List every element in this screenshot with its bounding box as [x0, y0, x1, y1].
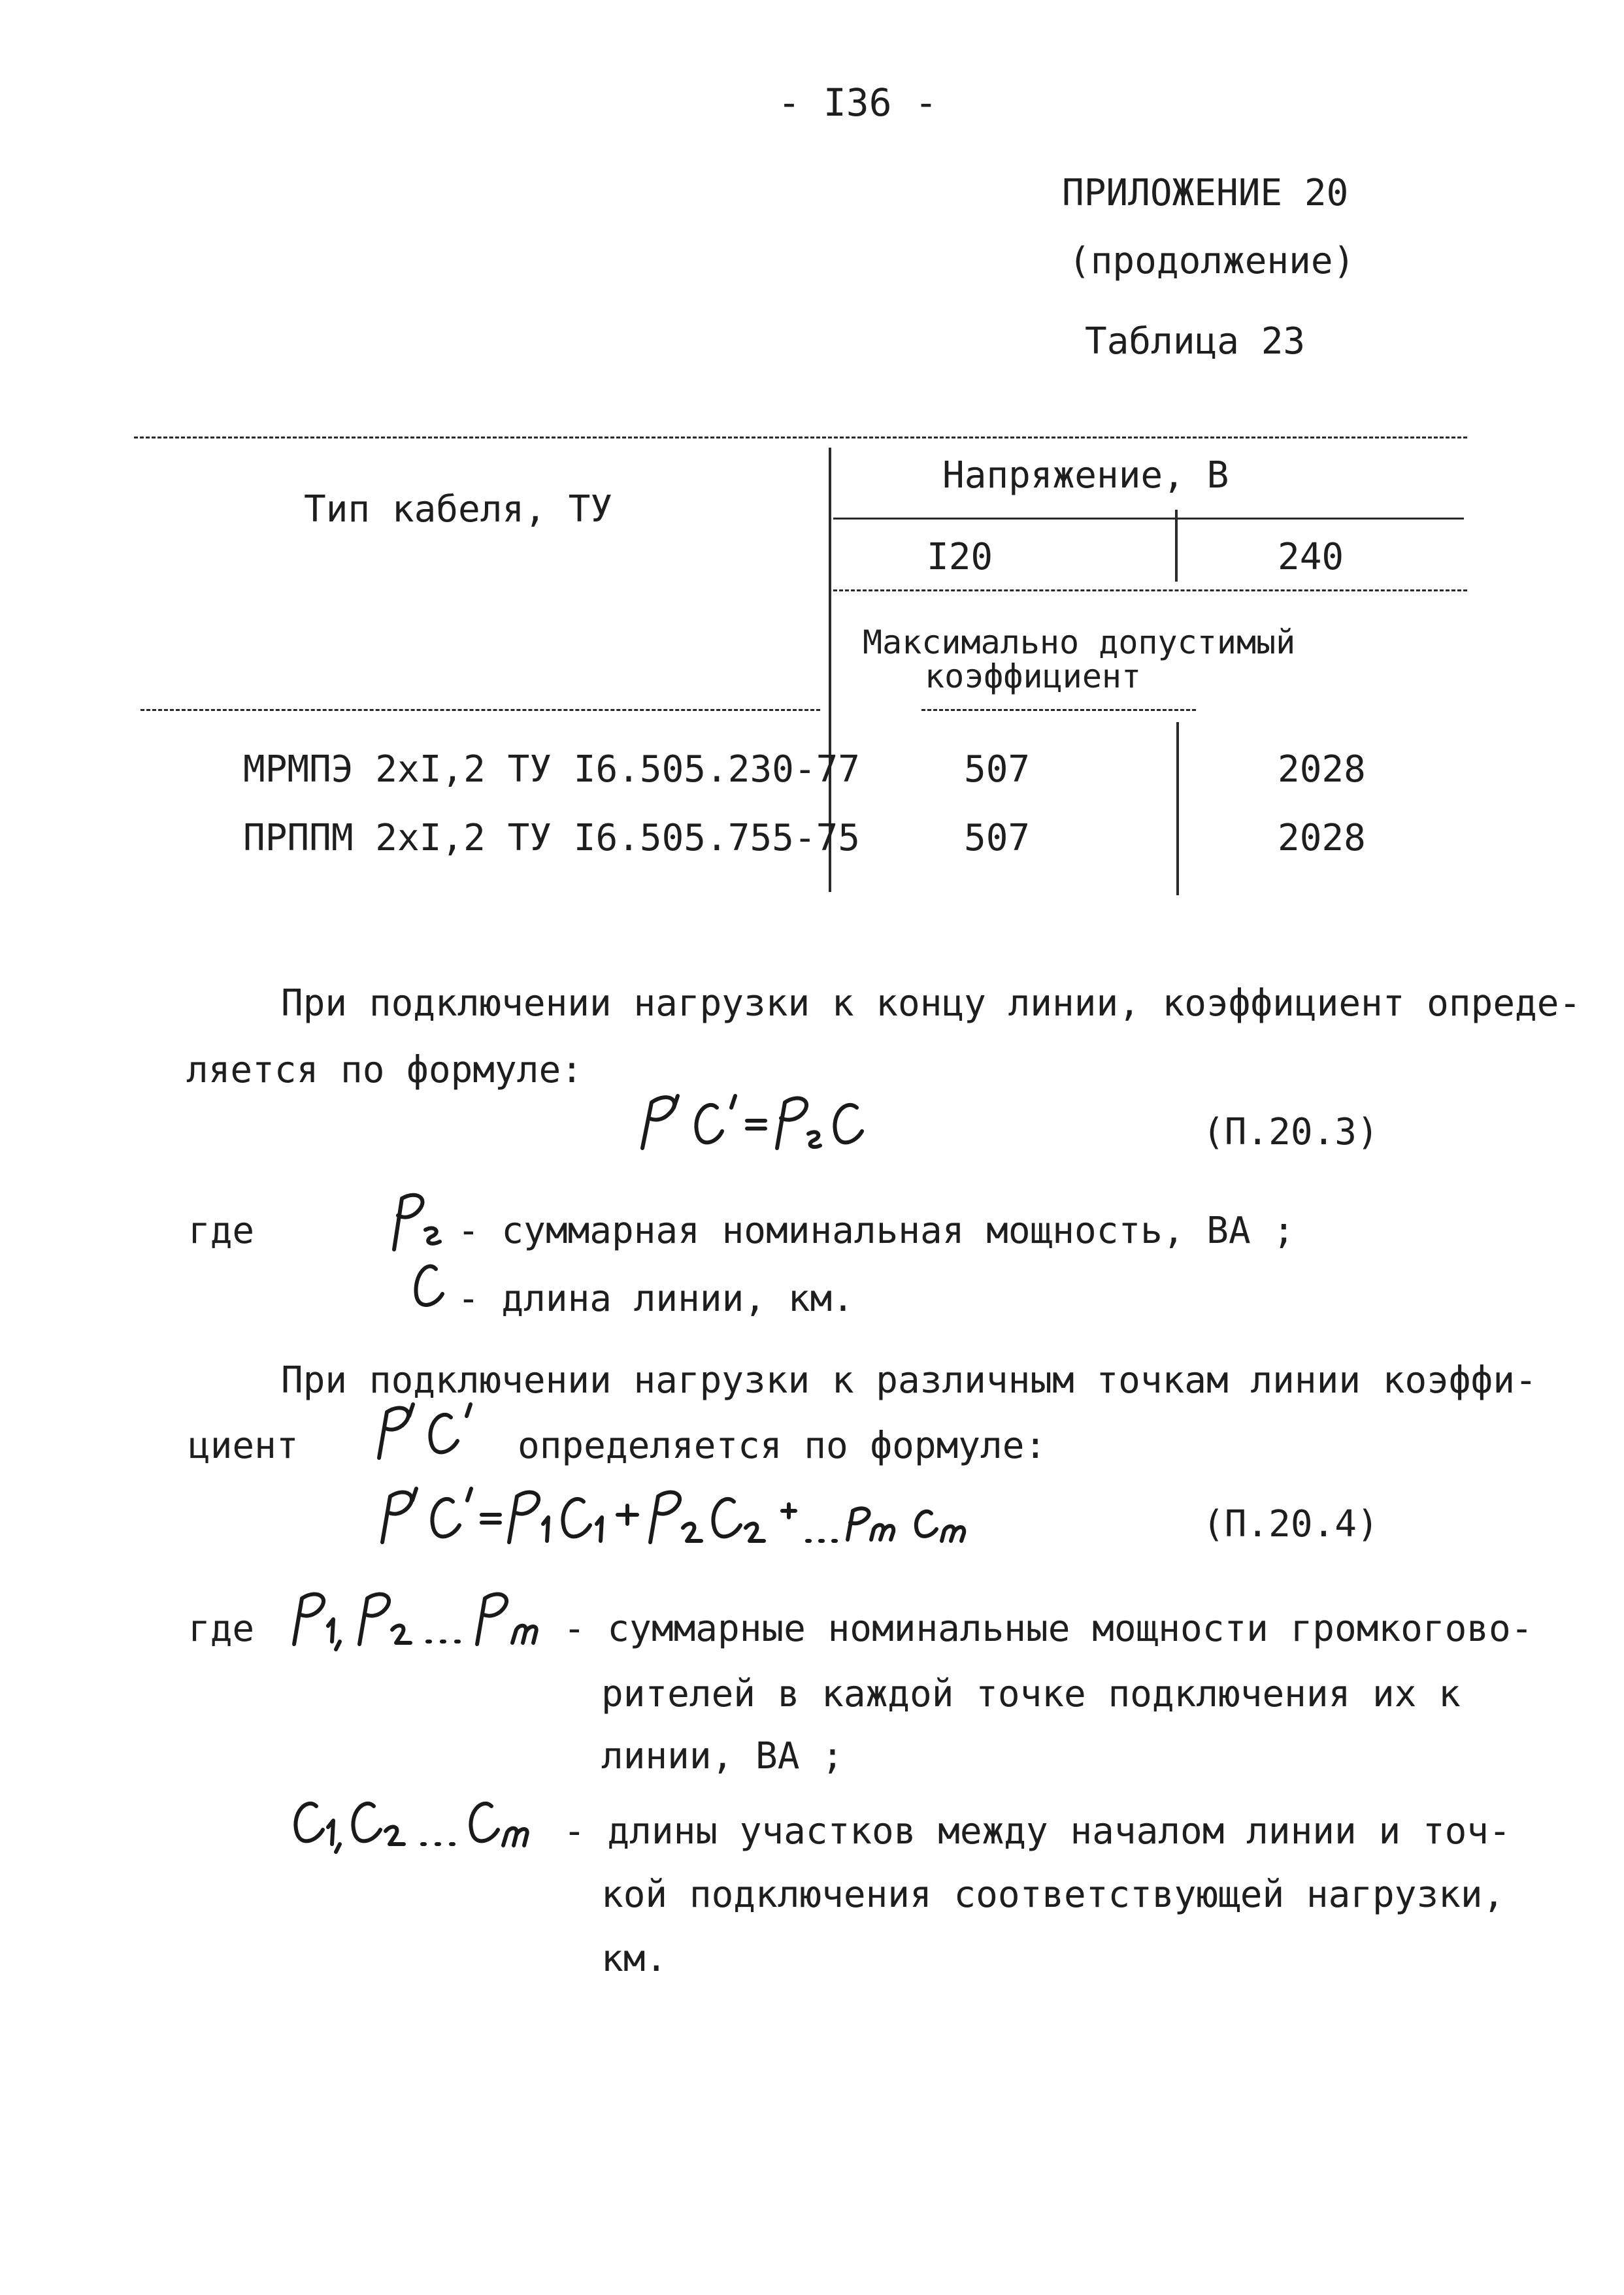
definition-l-line1: - длины участков между началом линии и точ-	[563, 1810, 1511, 1853]
paragraph-line: ляется по формуле:	[186, 1049, 583, 1091]
formula-1-number: (П.20.3)	[1202, 1111, 1379, 1153]
table-cell-120: 507	[964, 817, 1031, 859]
paragraph-line: При подключении нагрузки к концу линии, коэффициент опреде-	[281, 982, 1582, 1025]
voltage-column-divider-top	[1175, 510, 1178, 582]
definition-p-line2: рителей в каждой точке подключения их к	[601, 1673, 1461, 1715]
continued-label: (продолжение)	[1069, 240, 1355, 282]
header-bottom-rule-right	[921, 709, 1196, 711]
symbol-l-handwritten	[408, 1255, 448, 1313]
definition-p-line1: - суммарные номинальные мощности громкогово-	[563, 1608, 1533, 1650]
symbol-pl-inline-handwritten	[373, 1395, 490, 1467]
paragraph-line: циент	[188, 1425, 299, 1467]
table-cell-cable: ПРППМ 2хI,2 ТУ I6.505.755-75	[243, 817, 861, 859]
table-title: Таблица 23	[1085, 320, 1306, 363]
voltage-underline	[833, 518, 1464, 520]
definition-ps: - суммарная номинальная мощность, ВА ;	[457, 1210, 1295, 1252]
column-header-cable-type: Тип кабеля, ТУ	[304, 488, 613, 531]
symbol-p1-pm-handwritten	[288, 1581, 555, 1653]
table-cell-120: 507	[964, 748, 1031, 791]
table-cell-cable: МРМПЭ 2хI,2 ТУ I6.505.230-77	[243, 748, 861, 791]
coefficient-header-line1: Максимально допустимый	[863, 623, 1296, 661]
coefficient-header-line2: коэффициент	[925, 657, 1142, 695]
definition-l-line3: км.	[601, 1938, 668, 1980]
table-top-rule	[134, 437, 1467, 438]
paragraph-line: определяется по формуле:	[518, 1425, 1047, 1467]
column-header-240v: 240	[1278, 536, 1344, 578]
column-header-120v: I20	[927, 536, 993, 578]
table-cell-240: 2028	[1278, 817, 1366, 859]
formula-2-number: (П.20.4)	[1202, 1503, 1379, 1545]
definition-l: - длина линии, км.	[457, 1278, 854, 1320]
paragraph-line: При подключении нагрузки к различным точкам линии коэффи-	[281, 1359, 1537, 1402]
table-cell-240: 2028	[1278, 748, 1366, 791]
definition-l-line2: кой подключения соответствующей нагрузки,	[601, 1874, 1505, 1916]
where-label: где	[188, 1210, 255, 1252]
column-header-voltage: Напряжение, В	[942, 454, 1229, 497]
where-label: где	[188, 1608, 255, 1650]
formula-1-handwritten	[637, 1088, 872, 1160]
symbol-ps-handwritten	[389, 1189, 448, 1255]
header-bottom-rule-left	[141, 709, 820, 711]
voltage-column-divider-body	[1176, 722, 1179, 895]
page-number: - I36 -	[778, 80, 938, 125]
voltage-subheader-rule	[833, 589, 1467, 591]
definition-p-line3: линии, ВА ;	[601, 1735, 844, 1777]
appendix-title: ПРИЛОЖЕНИЕ 20	[1062, 172, 1349, 214]
symbol-l1-lm-handwritten	[288, 1784, 555, 1856]
formula-2-handwritten	[376, 1477, 977, 1555]
